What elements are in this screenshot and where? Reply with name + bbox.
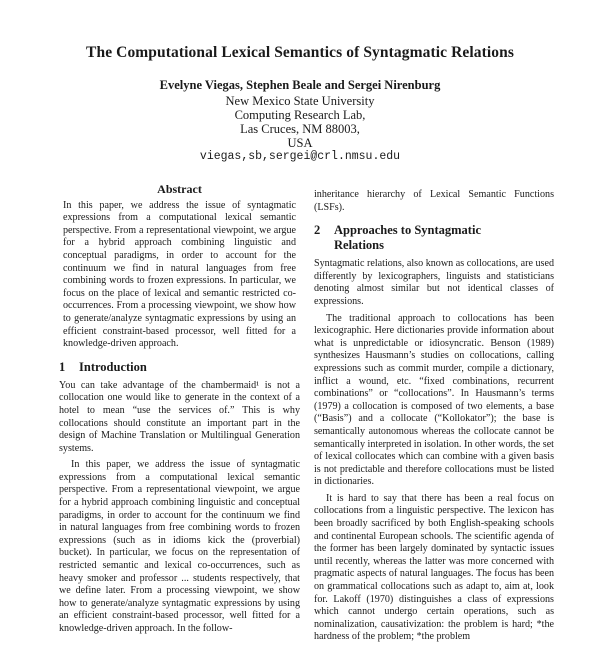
section-2-title-line2: Relations	[334, 238, 384, 253]
section-1-title: Introduction	[79, 359, 147, 374]
section-2-heading	[314, 223, 554, 253]
affiliation-city: Las Cruces, NM 88003,	[240, 122, 360, 136]
section-2-paragraph-3: It is hard to say that there has been a real focus on collocations from a linguistic perspective. The lexicon has been broadly sacrificed by both English-speaking schools and continental European schools. The scientific agenda of the former has been largely dominated by syntactic issues until recently, whereas the latter was more concerned with pragmatic aspects of natural languages. The focus has been on grammatical collocations such as adapt to, aim at, look for. Lakoff (1970) distinguishes a class of expressions which cannot undergo certain operations, such as nominalization, causativization: the problem is hard; *the hardness of the problem; *the problem	[314, 492, 554, 643]
section-1-heading	[59, 360, 300, 375]
abstract-text: In this paper, we address the issue of syntagmatic expressions from a computational lexical semantic perspective. From a representational viewpoint, we argue for a hybrid approach combining linguistic and conceptual paradigms, in order to account for the continuum we find in natural languages from free combining words to frozen expressions. In particular, we focus on the place of lexical and semantic restricted co-occurrences. From a processing viewpoint, we show how to generate/analyze syntagmatic expressions by using an efficient constraint-based processor, well fitted for a knowledge-driven approach.	[63, 199, 296, 350]
section-1-number: 1	[59, 359, 66, 374]
affiliation-country: USA	[287, 136, 313, 150]
section-2-title-line1: Approaches to Syntagmatic	[334, 223, 481, 238]
affiliation-email: viegas,sb,sergei@crl.nmsu.edu	[199, 150, 401, 163]
affiliation-institution: New Mexico State University	[225, 94, 375, 108]
paper-authors: Evelyne Viegas, Stephen Beale and Sergei Nirenburg	[159, 78, 441, 92]
intro-paragraph-2: In this paper, we address the issue of syntagmatic expressions from a computational lexical semantic perspective. From a representational viewpoint, we argue for a hybrid approach combining linguistic and conceptual paradigms, in order to account for the continuum we find in natural languages from free combining words to frozen expressions (such as in idioms kick the (proverbial) bucket). In particular, we focus on the representation of restricted semantic and lexical co-occurrences, such as heavy smoker and professor ... students respectively, that we define later. From a processing viewpoint, we show how to generate/analyze syntagmatic expressions by using an efficient constraint-based processor, well fitted for a knowledge-driven approach. In the follow-	[59, 459, 300, 634]
section-2-paragraph-2: The traditional approach to collocations has been lexicographic. Here dictionaries provide information about what is unpredictable or idiosyncratic. Benson (1989) synthesizes Hausmann’s studies on collocations, calling expressions such as commit murder, compile a dictionary, inflict a wound, etc. “fixed combinations, recurrent combinations” or “collocations”. In Hausmann’s terms (1979) a collocation is composed of two elements, a base (“Basis”) and a collocate (“Kollokator”); the base is semantically autonomous whereas the collocate cannot be semantically interpreted in isolation. In other words, the set of lexical collocates which can combine with a given basis is not predictable and therefore collocations must be listed in dictionaries.	[314, 312, 554, 488]
left-column	[59, 183, 300, 640]
affiliation-lab: Computing Research Lab,	[234, 108, 366, 122]
abstract-heading: Abstract	[157, 182, 202, 196]
section-2-paragraph-1: Syntagmatic relations, also known as collocations, are used differently by lexicographers, linguists and statisticians denoting almost similar but not identical classes of expressions.	[314, 258, 554, 307]
intro-paragraph-1: You can take advantage of the chambermaid¹ is not a collocation one would like to generate in the context of a hotel to mean “use the services of.” This is why collocations should constitute an important part in the design of Machine Translation or Multilingual Generation systems.	[59, 379, 300, 454]
paper-title: The Computational Lexical Semantics of Syntagmatic Relations	[86, 44, 514, 61]
continuation-text: inheritance hierarchy of Lexical Semantic Functions (LSFs).	[314, 189, 554, 213]
section-2-number: 2	[314, 223, 321, 238]
right-column	[314, 189, 554, 648]
